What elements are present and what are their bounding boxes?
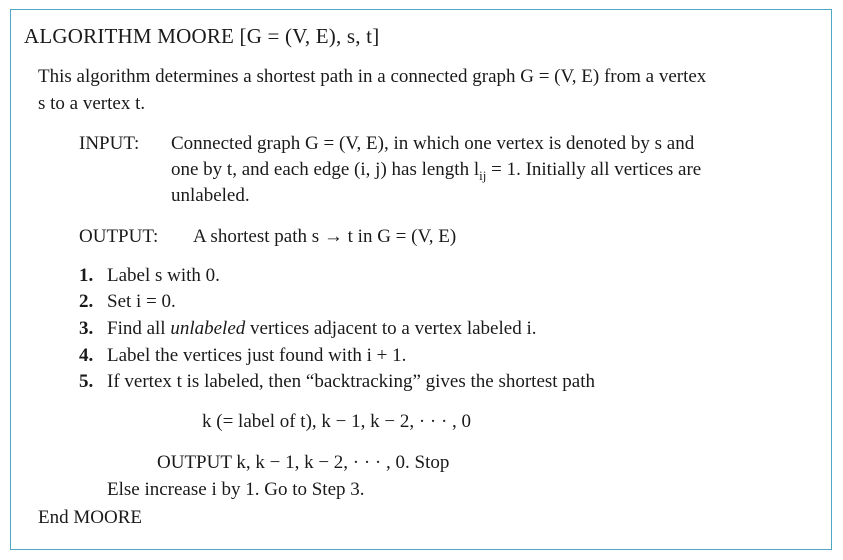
- output-label: OUTPUT:: [79, 226, 159, 247]
- input-line-2-end: = 1. Initially all vertices are: [486, 159, 702, 180]
- end-line: End MOORE: [38, 507, 142, 528]
- input-line-2: [171, 159, 701, 187]
- step-1-text: Label s with 0.: [107, 265, 220, 286]
- step-1: [79, 265, 220, 287]
- description-line-2: s to a vertex t.: [38, 93, 146, 114]
- step-5: [79, 371, 595, 393]
- input-label: INPUT:: [79, 133, 140, 154]
- backtrack-formula: k (= label of t), k − 1, k − 2, · · · , 0: [202, 411, 472, 432]
- output-stop-line: OUTPUT k, k − 1, k − 2, · · · , 0. Stop: [157, 452, 450, 473]
- step-2-number: 2.: [79, 291, 94, 312]
- step-4-number: 4.: [79, 345, 94, 366]
- step-4-text: Label the vertices just found with i + 1.: [107, 345, 407, 366]
- input-line-2-text: one by t, and each edge (i, j) has length l: [171, 159, 480, 180]
- step-3-post: vertices adjacent to a vertex labeled i.: [245, 318, 537, 339]
- step-1-number: 1.: [79, 265, 94, 286]
- input-line-3: unlabeled.: [171, 185, 250, 206]
- step-2-text: Set i = 0.: [107, 291, 176, 312]
- step-3-emphasis: unlabeled: [170, 318, 246, 339]
- step-5-number: 5.: [79, 371, 94, 392]
- output-text: A shortest path s → t in G = (V, E): [193, 226, 457, 247]
- step-5-text: If vertex t is labeled, then “backtracking” gives the shortest path: [107, 371, 596, 392]
- description-line-1: This algorithm determines a shortest path in a connected graph G = (V, E) from a vertex: [38, 66, 707, 87]
- else-line: Else increase i by 1. Go to Step 3.: [107, 479, 365, 500]
- input-line-1: Connected graph G = (V, E), in which one vertex is denoted by s and: [171, 133, 695, 154]
- step-3-pre: Find all: [107, 318, 171, 339]
- algorithm-title: ALGORITHM MOORE [G = (V, E), s, t]: [24, 24, 380, 48]
- step-4: [79, 345, 406, 367]
- step-3: [79, 318, 536, 340]
- step-3-number: 3.: [79, 318, 94, 339]
- input-line-2-subscript: ij: [479, 167, 487, 183]
- step-2: [79, 291, 176, 313]
